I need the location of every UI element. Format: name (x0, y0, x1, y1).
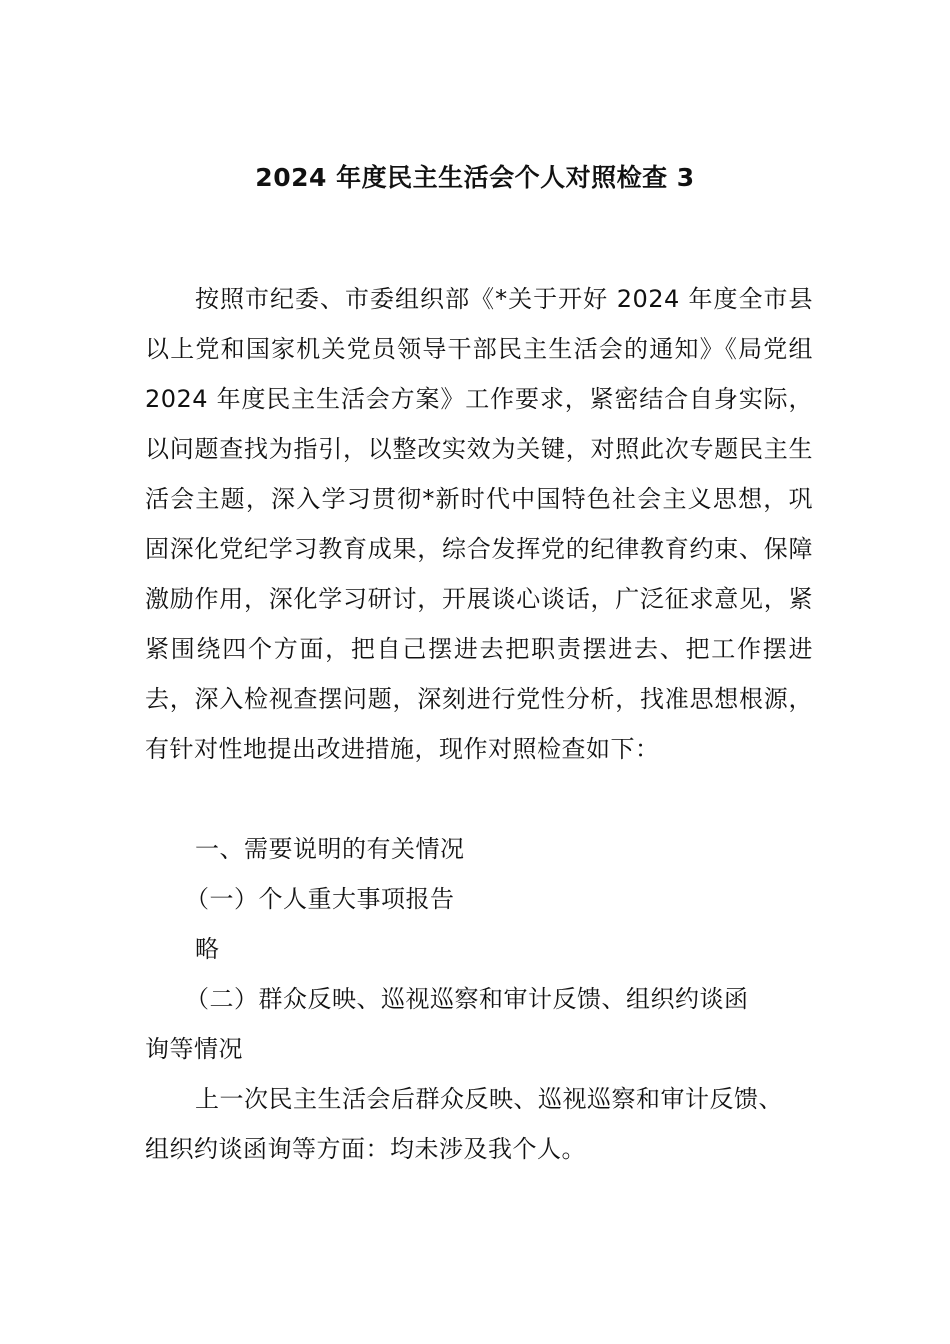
subsection-2-body-line2: 组织约谈函询等方面：均未涉及我个人。 (145, 1135, 586, 1163)
intro-paragraph: 按照市纪委、市委组织部《*关于开好 2024 年度全市县以上党和国家机关党员领导干部民主生活会的通知》《局党组 2024 年度民主生活会方案》工作要求，紧密结合自身实际，以问题查找为指引，以整改实效为关键，对照此次专题民主生活会主题，深入学习贯彻*新时代中国特色社会主义思想，巩固深化党纪学习教育成果，综合发挥党的纪律教育约束、保障激励作用，深化学习研讨，开展谈心谈话，广泛征求意见，紧紧围绕四个方面，把自己摆进去把职责摆进去、把工作摆进去，深入检视查摆问题，深刻进行党性分析，找准思想根源，有针对性地提出改进措施，现作对照检查如下： (145, 285, 813, 763)
document-title: 2024 年度民主生活会个人对照检查 3 (255, 163, 695, 192)
subsection-heading-2-line1: （二）群众反映、巡视巡察和审计反馈、组织约谈函 (185, 985, 749, 1013)
subsection-heading-1: （一）个人重大事项报告 (185, 885, 455, 913)
section-heading-1: 一、需要说明的有关情况 (195, 835, 465, 863)
subsection-2-body-line1: 上一次民主生活会后群众反映、巡视巡察和审计反馈、 (195, 1085, 783, 1113)
subsection-1-body: 略 (195, 935, 220, 963)
intro-paragraph-block (145, 274, 813, 774)
subsection-heading-2-line2: 询等情况 (145, 1035, 243, 1063)
